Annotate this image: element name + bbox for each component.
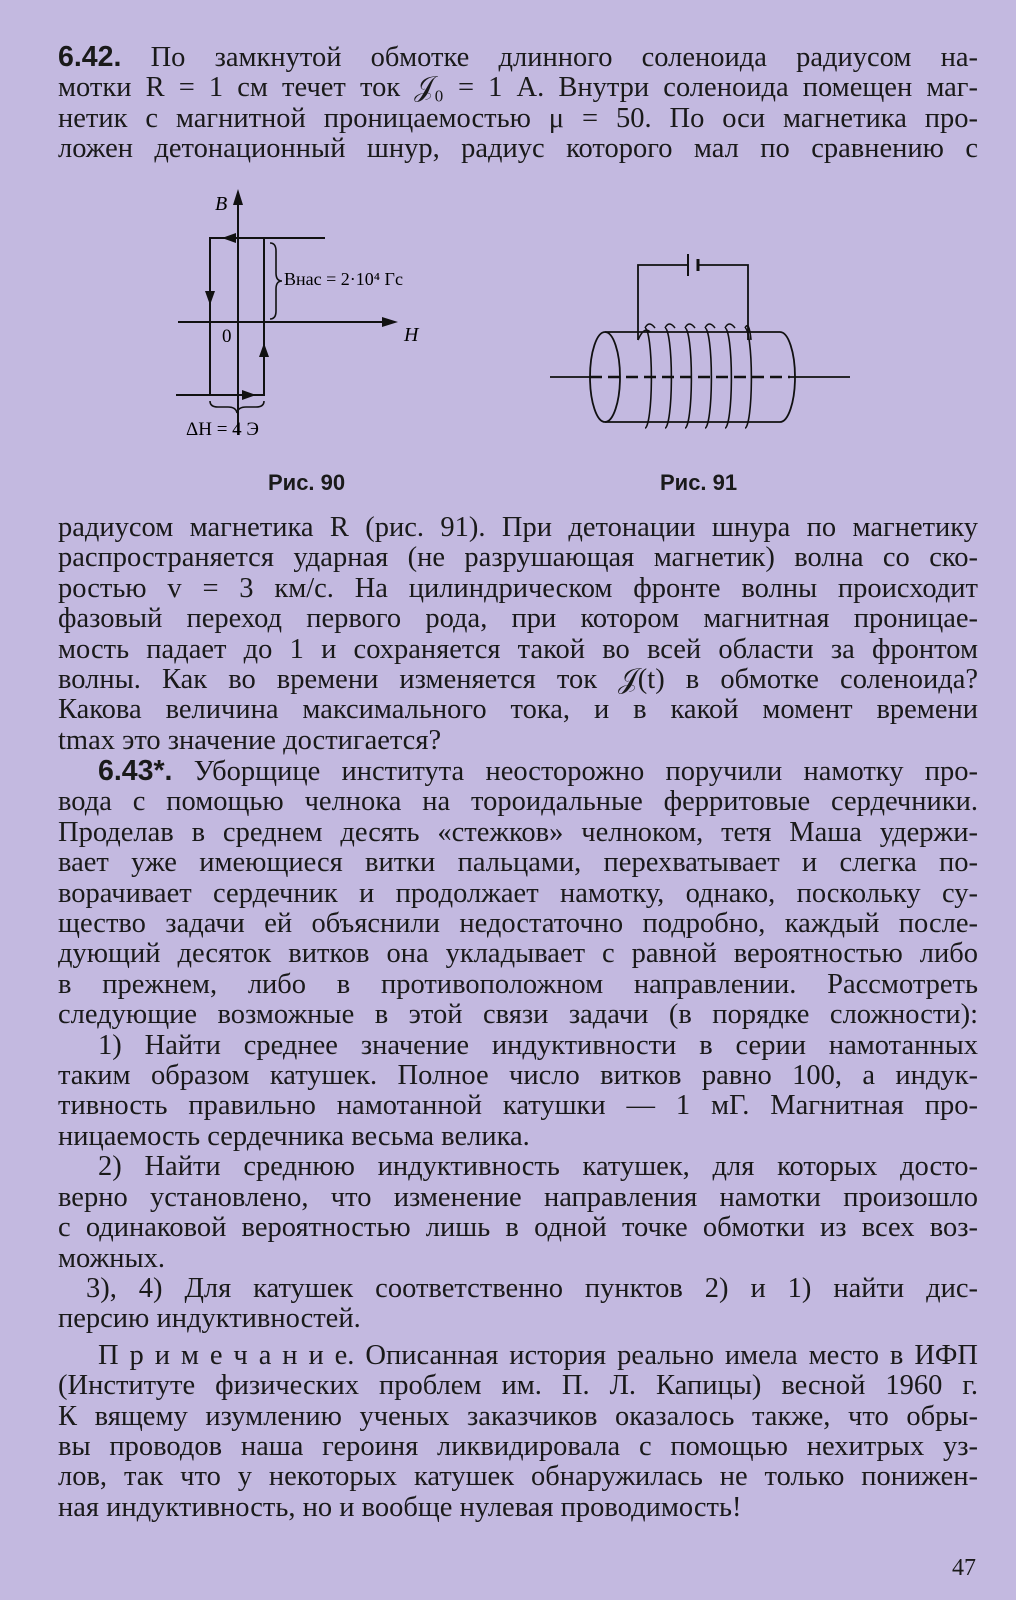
problem-643-text — [58, 756, 978, 1523]
item1-line: ницаемость сердечника весьма велика. — [58, 1120, 530, 1152]
problem-642-line: фазовый переход первого рода, при котором магнитная проницае- — [58, 603, 978, 635]
problem-642-line: распространяется ударная (не разрушающая магнетик) волна со ско- — [58, 542, 978, 574]
problem-642-line: мотки R = 1 см течет ток 𝒥₀ = 1 А. Внутри соленоида помещен маг- — [58, 72, 978, 104]
problem-643-line: щество задачи ей объяснили недостаточно подробно, каждый после- — [58, 908, 978, 940]
note-line: лов, так что у некоторых катушек обнаружилась не только понижен- — [58, 1461, 978, 1493]
note-line: К вящему изумлению ученых заказчиков оказалось также, что обры- — [58, 1400, 978, 1432]
problem-642-line: Какова величина максимального тока, и в какой момент времени — [58, 694, 978, 726]
figure-90-hysteresis — [160, 185, 460, 450]
problem-642-line: tmax это значение достигается? — [58, 724, 442, 756]
note-line: (Институте физических проблем им. П. Л. Капицы) весной 1960 г. — [58, 1370, 978, 1402]
problem-643-line: следующие возможные в этой связи задачи (в порядке сложности): — [58, 999, 978, 1031]
problem-642-text-top — [58, 42, 978, 165]
problem-642-number: 6.42. — [58, 41, 122, 73]
item34-line: персию индуктивностей. — [58, 1303, 361, 1335]
problem-643-line: дующий десяток витков она укладывает с равной вероятностью либо — [58, 938, 978, 970]
page-number: 47 — [952, 1555, 976, 1581]
problem-642-line: По замкнутой обмотке длинного соленоида радиусом на- — [150, 42, 979, 73]
figure-91-solenoid — [550, 240, 870, 450]
figure-90-caption: Рис. 90 — [268, 470, 346, 495]
problem-642-line: ложен детонационный шнур, радиус которого мал по сравнению с — [58, 133, 978, 165]
axis-h-label: H — [404, 324, 419, 346]
b-sat-label: Bнас = 2·10⁴ Гс — [284, 269, 403, 289]
problem-642-text-bottom — [58, 513, 978, 756]
problem-643-number: 6.43*. — [98, 755, 173, 787]
problem-643-line: ворачивает сердечник и продолжает намотку, однако, поскольку су- — [58, 877, 978, 909]
item1-line: таким образом катушек. Полное число витков равно 100, а индук- — [58, 1060, 978, 1092]
axis-b-label: B — [215, 193, 228, 215]
problem-642-line: нетик с магнитной проницаемостью μ = 50. По оси магнетика про- — [58, 102, 978, 134]
note-line: ная индуктивность, но и вообще нулевая проводимость! — [58, 1491, 742, 1523]
item1-line: тивность правильно намотанной катушки — 1 мГ. Магнитная про- — [58, 1090, 978, 1122]
problem-642-line: радиусом магнетика R (рис. 91). При детонации шнура по магнетику — [58, 512, 978, 543]
item2-line: с одинаковой вероятностью лишь в одной точке обмотки из всех воз- — [58, 1212, 978, 1244]
problem-642-line: ростью v = 3 км/с. На цилиндрическом фронте волны происходит — [58, 572, 978, 604]
problem-642-line: мость падает до 1 и сохраняется такой во всей области за фронтом — [58, 633, 978, 665]
delta-h-label: ΔH = 4 Э — [186, 419, 259, 440]
figure-91-caption: Рис. 91 — [660, 470, 738, 495]
item34-line: 3), 4) Для катушек соответственно пунктов 2) и 1) найти дис- — [86, 1272, 978, 1304]
problem-643-line: вода с помощью челнока на тороидальные ферритовые сердечники. — [58, 786, 978, 818]
origin-label: 0 — [222, 326, 232, 347]
problem-643-line: вает уже имеющиеся витки пальцами, перехватывает и слегка по- — [58, 847, 978, 879]
note-line: П р и м е ч а н и е. Описанная история реально имела место в ИФП — [98, 1339, 978, 1371]
item2-line: можных. — [58, 1242, 166, 1274]
note-line: вы проводов наша героиня ликвидировала с помощью нехитрых уз- — [58, 1430, 978, 1462]
problem-642-line: волны. Как во времени изменяется ток 𝒥(t) в обмотке соленоида? — [58, 664, 978, 696]
problem-643-line: Проделав в среднем десять «стежков» челноком, тетя Маша удержи- — [58, 816, 978, 848]
problem-643-line: в прежнем, либо в противоположном направлении. Рассмотреть — [58, 968, 978, 1000]
item2-line: верно установлено, что изменение направления намотки произошло — [58, 1181, 978, 1213]
item2-line: 2) Найти среднюю индуктивность катушек, для которых досто- — [98, 1151, 978, 1183]
problem-643-line: Уборщице института неосторожно поручили намотку про- — [193, 756, 978, 787]
item1-line: 1) Найти среднее значение индуктивности в серии намотанных — [98, 1029, 978, 1061]
